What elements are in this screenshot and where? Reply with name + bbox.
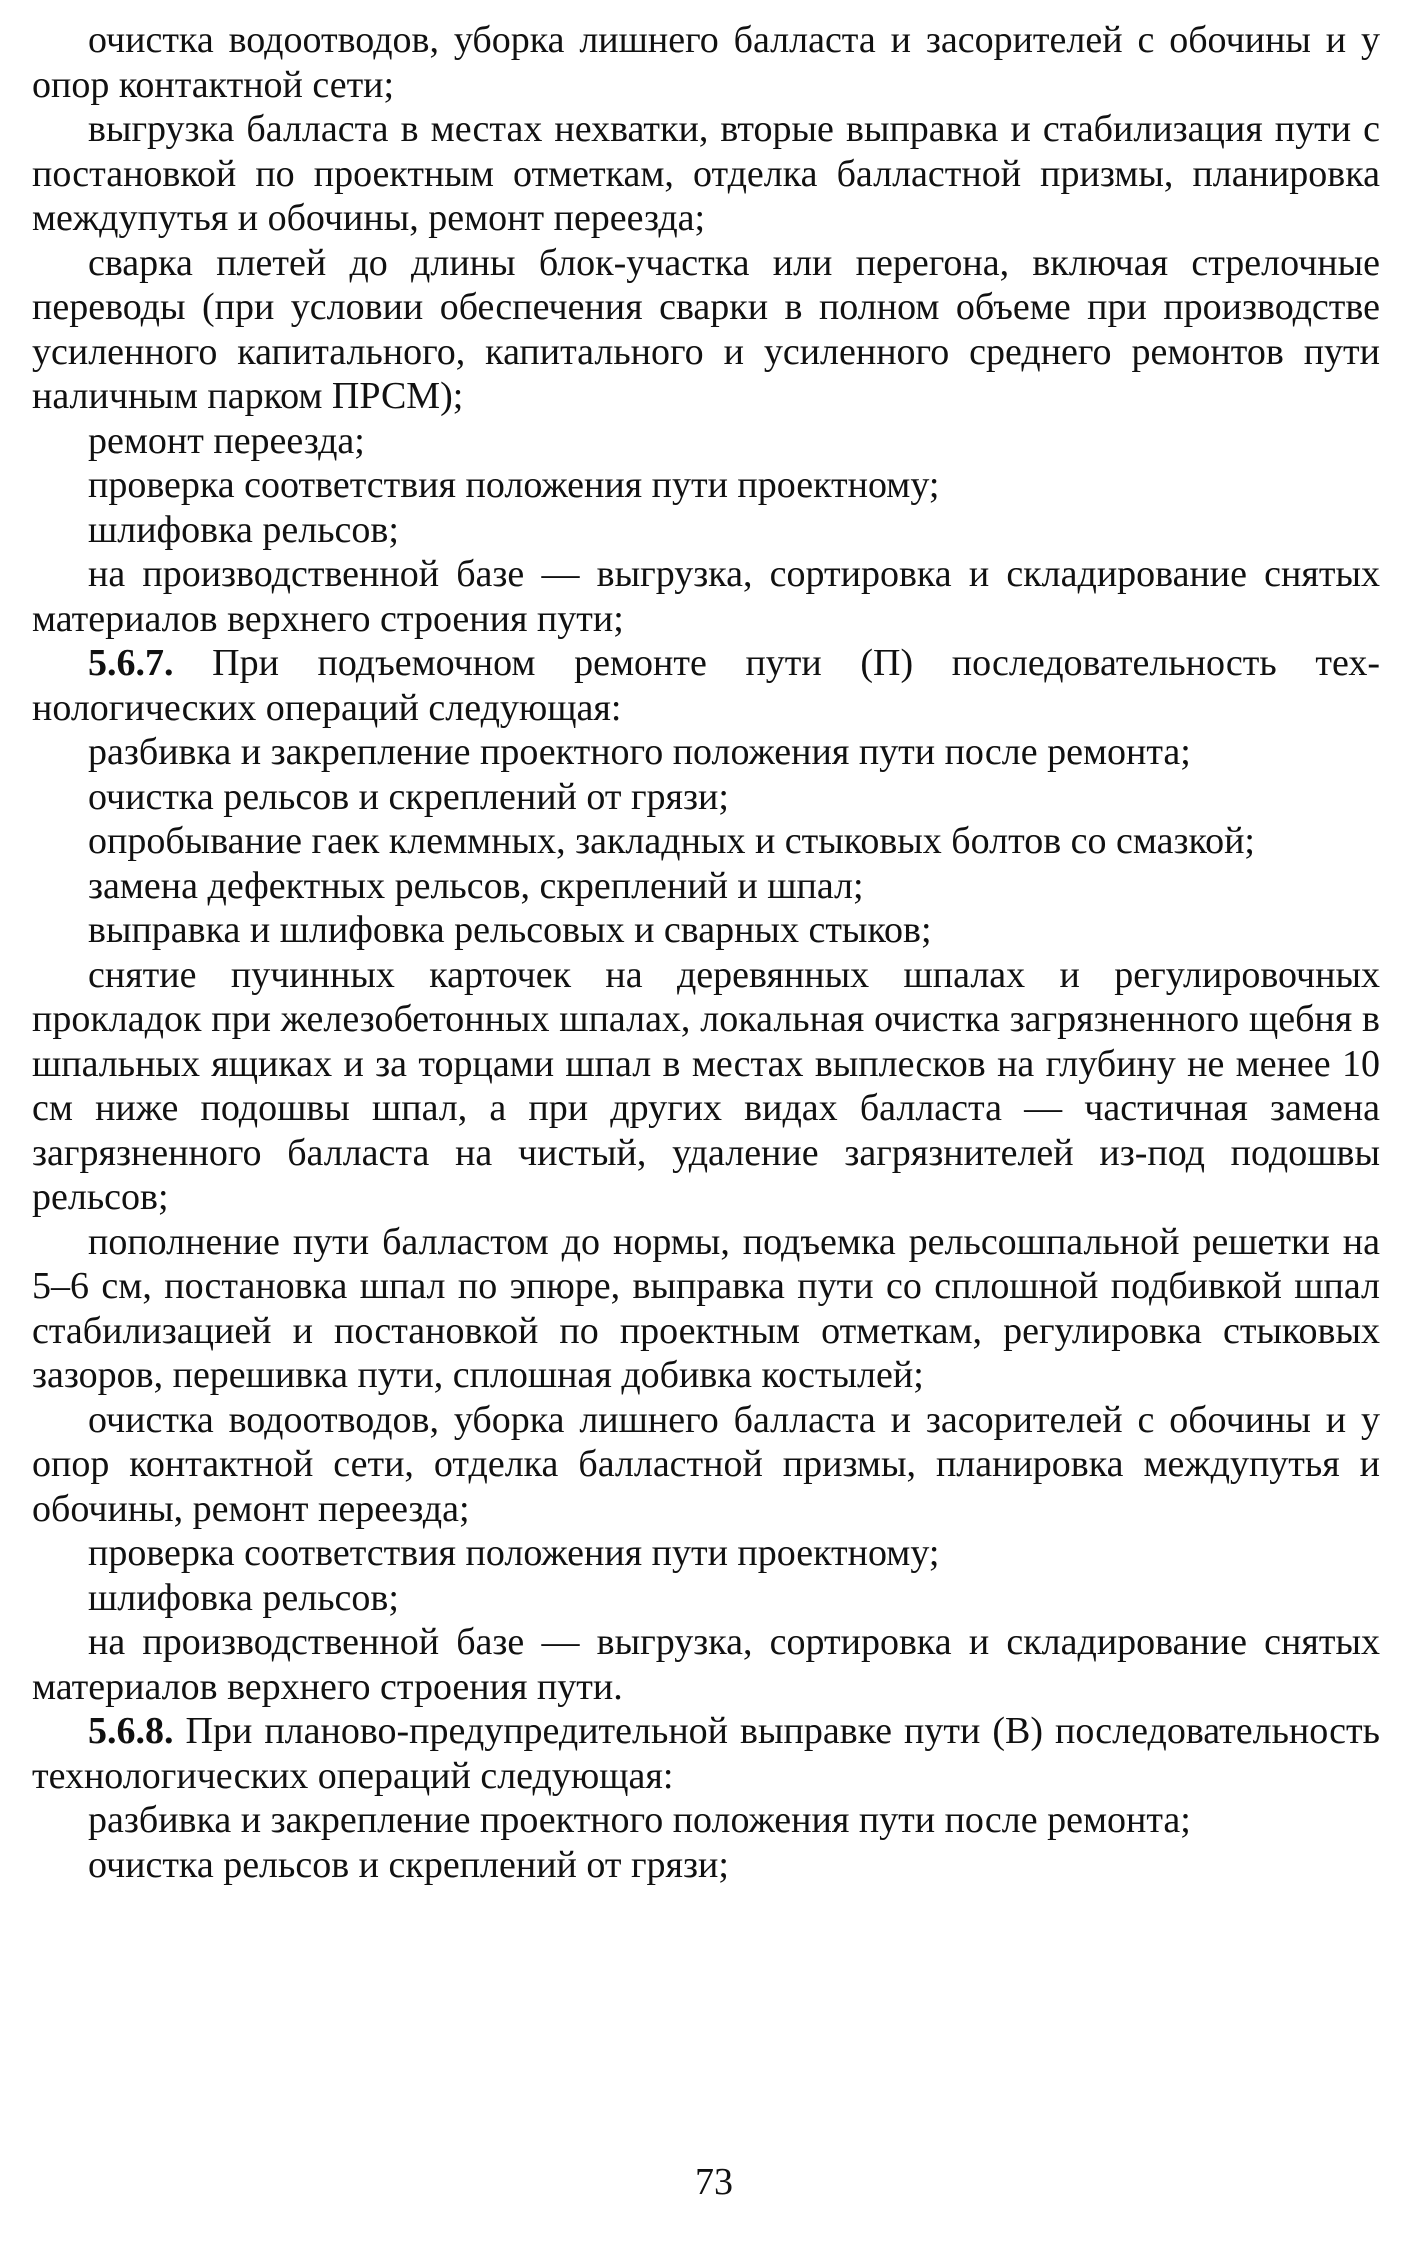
paragraph: пополнение пути балластом до нормы, подъемка рельсошпальной решетки на 5–6 см, постановка шпал по эпюре, выправка пути со сплошной подбивкой шпал стабилизацией и постановкой по проектным отметкам, регулировка стыковых зазоров, перешивка пути, сплошная добивка костылей; [32,1220,1380,1396]
paragraph: выправка и шлифовка рельсовых и сварных стыков; [88,909,932,951]
section-paragraph-5-6-8 [32,1709,1380,1798]
paragraph: шлифовка рельсов; [88,508,399,551]
paragraph: ремонт переезда; [88,419,365,462]
paragraph: разбивка и закрепление проектного положения пути после ремонта; [88,731,1191,773]
paragraph: разбивка и закрепление проектного положения пути после ремонта; [88,1799,1191,1841]
paragraph: сварка плетей до длины блок-участка или перегона, включая стрелочные переводы (при условии обеспечения сварки в полном объеме при производстве усиленного капитального, капитального и усиленного среднего ремонтов пути наличным парком ПРСМ); [32,241,1380,417]
paragraph: проверка соответствия положения пути проектному; [88,464,940,506]
paragraph: на производственной базе — выгрузка, сортировка и складирование снятых материалов верхнего строения пути. [32,1621,1380,1708]
section-number: 5.6.7. [88,642,174,684]
section-text: При подъемочном ремонте пути (П) последовательность технологических операций следующая: [32,642,1380,729]
paragraph: на производственной базе — выгрузка, сортировка и складирование снятых материалов верхнего строения пути; [32,553,1380,640]
section-text: При планово-предупредительной выправке пути (В) последовательность технологических операций следующая: [32,1710,1380,1797]
paragraph: опробывание гаек клеммных, закладных и стыковых болтов со смазкой; [88,820,1255,862]
paragraph: снятие пучинных карточек на деревянных шпалах и регулировочных прокладок при железобетонных шпалах, локальная очистка загрязненного щебня в шпальных ящиках и за торцами шпал в местах выплесков на глубину не менее 10 см ниже подошвы шпал, а при других видах балласта — частичная замена загрязненного балласта на чистый, удаление загрязнителей из-под подошвы рельсов; [32,953,1380,1218]
page-body [32,18,1380,1887]
section-paragraph-5-6-7 [32,641,1380,730]
paragraph: очистка рельсов и скреплений от грязи; [88,775,729,818]
paragraph: шлифовка рельсов; [88,1576,399,1619]
page-number: 73 [695,2161,733,2203]
paragraph: замена дефектных рельсов, скреплений и шпал; [88,864,864,907]
section-number: 5.6.8. [88,1710,174,1752]
paragraph: выгрузка балласта в местах нехватки, вторые выправка и стабилизация пути с постановкой по проектным отметкам, отделка балластной призмы, планировка междупутья и обочины, ремонт переезда; [32,108,1380,239]
paragraph: очистка водоотводов, уборка лишнего балласта и засорителей с обочины и у опор контактной сети, отделка балластной призмы, планировка междупутья и обочины, ремонт переезда; [32,1398,1380,1530]
paragraph: очистка водоотводов, уборка лишнего балласта и засорителей с обочины и у опор контактной сети; [32,19,1380,106]
paragraph: очистка рельсов и скреплений от грязи; [88,1843,729,1886]
paragraph: проверка соответствия положения пути проектному; [88,1532,940,1574]
